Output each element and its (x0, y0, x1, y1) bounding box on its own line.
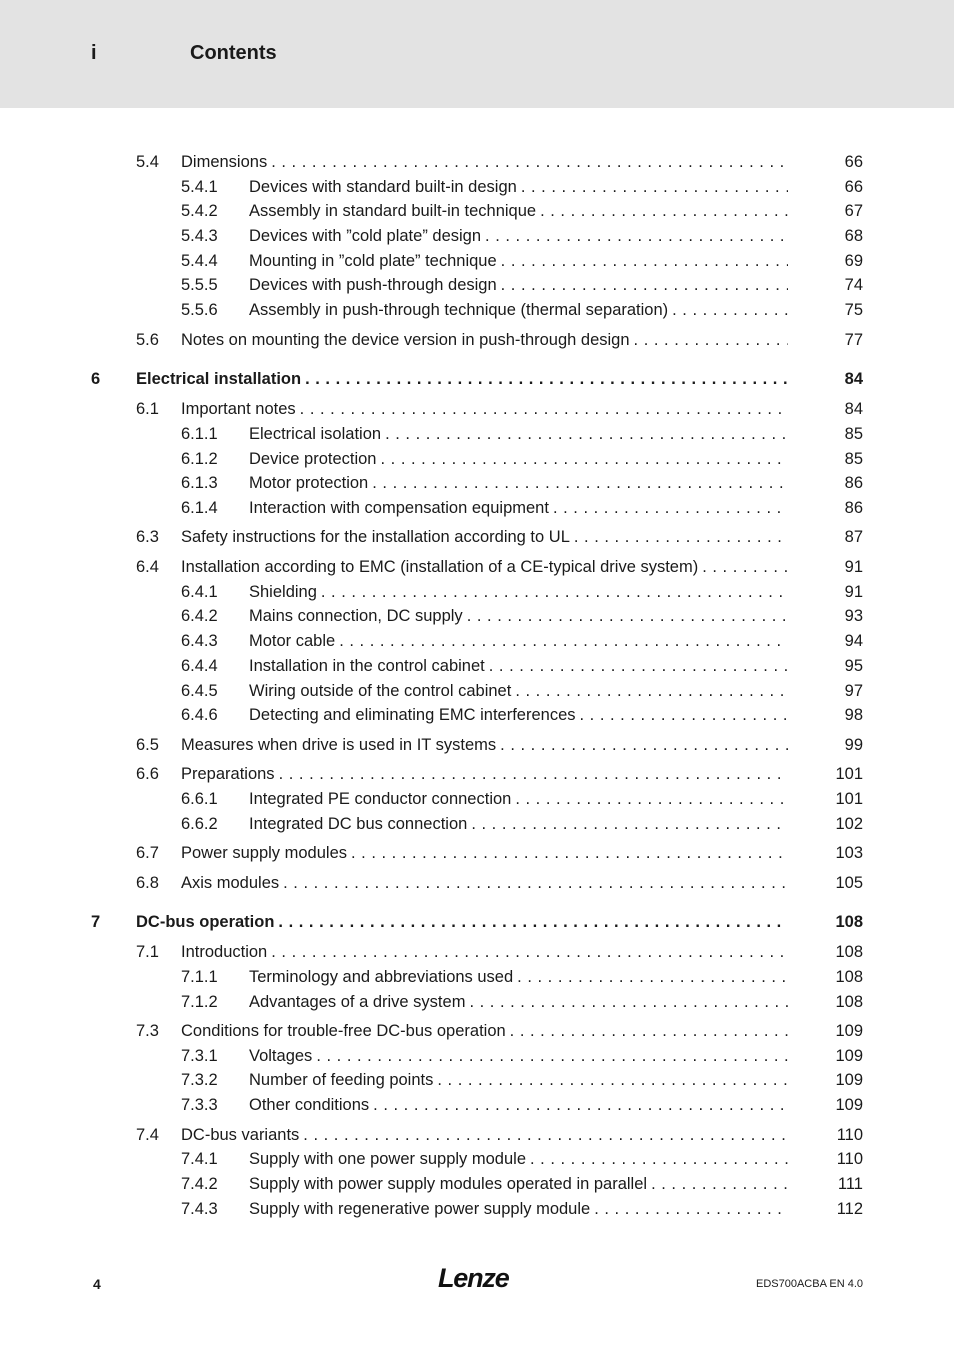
toc-entry-title: Detecting and eliminating EMC interferences (249, 706, 576, 724)
toc-entry-number: 5.4.2 (181, 202, 218, 220)
toc-entry[interactable] (0, 1172, 954, 1196)
toc-entry-title: Advantages of a drive system (249, 993, 466, 1011)
toc-entry-title: Dimensions (181, 153, 268, 171)
toc-entry-number: 5.4.1 (181, 178, 218, 196)
toc-entry-title-leader (249, 812, 788, 836)
toc-entry-page: 109 (835, 1096, 863, 1114)
toc-entry-title: Shielding (249, 583, 317, 601)
toc-entry-title: Mounting in ”cold plate” technique (249, 252, 497, 270)
toc-entry-number: 5.6 (136, 331, 159, 349)
toc-entry-number: 7.3 (136, 1022, 159, 1040)
toc-entry-title-leader (181, 841, 788, 865)
section-marker: i (91, 42, 97, 64)
toc-entry-number: 5.4.4 (181, 252, 218, 270)
toc-entry-title: Supply with regenerative power supply module (249, 1200, 591, 1218)
toc-entry[interactable] (0, 367, 954, 391)
toc-entry-title-leader (249, 199, 788, 223)
toc-entry[interactable] (0, 249, 954, 273)
toc-entry-title: Devices with standard built-in design (249, 178, 517, 196)
toc-entry-title-leader (249, 1093, 788, 1117)
toc-entry-number: 6.6.2 (181, 815, 218, 833)
toc-entry[interactable] (0, 604, 954, 628)
toc-entry[interactable] (0, 703, 954, 727)
toc-entry-number: 6.4.2 (181, 607, 218, 625)
toc-entry-page: 108 (835, 913, 863, 931)
toc-entry[interactable] (0, 224, 954, 248)
toc-entry[interactable] (0, 841, 954, 865)
toc-entry[interactable] (0, 1044, 954, 1068)
toc-entry-page: 93 (844, 607, 863, 625)
toc-entry-title: Devices with push-through design (249, 276, 497, 294)
toc-entry-page: 110 (836, 1126, 863, 1144)
toc-entry-page: 109 (835, 1047, 863, 1065)
toc-entry-title: Interaction with compensation equipment (249, 499, 549, 517)
toc-entry-page: 103 (835, 844, 863, 862)
toc-entry-title: Important notes (181, 400, 296, 418)
toc-entry-page: 86 (844, 474, 863, 492)
toc-entry-title-leader (249, 447, 788, 471)
toc-entry-number: 6.1 (136, 400, 159, 418)
toc-entry-number: 6.6.1 (181, 790, 218, 808)
toc-entry[interactable] (0, 940, 954, 964)
toc-entry-title-leader (249, 654, 788, 678)
toc-entry[interactable] (0, 525, 954, 549)
toc-entry-page: 69 (844, 252, 863, 270)
toc-entry-title-leader (249, 249, 788, 273)
toc-entry-page: 111 (837, 1175, 863, 1193)
page-header (0, 0, 954, 108)
toc-entry-number: 7.3.2 (181, 1071, 218, 1089)
toc-entry[interactable] (0, 1123, 954, 1147)
toc-entry-title-leader (181, 328, 788, 352)
toc-entry-title-leader (181, 525, 788, 549)
toc-entry-page: 66 (844, 178, 863, 196)
toc-entry-number: 7.1 (136, 943, 159, 961)
toc-entry-title-leader (136, 910, 788, 934)
toc-entry-page: 68 (844, 227, 863, 245)
toc-entry-number: 5.4.3 (181, 227, 218, 245)
toc-entry-number: 6.5 (136, 736, 159, 754)
toc-entry-page: 110 (836, 1150, 863, 1168)
toc-entry-number: 6.4.5 (181, 682, 218, 700)
toc-entry-title-leader (181, 762, 788, 786)
toc-entry[interactable] (0, 679, 954, 703)
toc-entry-title: DC-bus variants (181, 1126, 300, 1144)
toc-entry-number: 5.5.6 (181, 301, 218, 319)
toc-entry-number: 6.1.3 (181, 474, 218, 492)
toc-entry-page: 102 (835, 815, 863, 833)
toc-entry-number: 6.4.3 (181, 632, 218, 650)
toc-entry-number: 6.1.1 (181, 425, 218, 443)
toc-entry-title-leader (249, 1197, 788, 1221)
toc-entry-title: Number of feeding points (249, 1071, 434, 1089)
toc-entry[interactable] (0, 812, 954, 836)
toc-entry-title-leader (249, 273, 788, 297)
toc-entry-title: Integrated DC bus connection (249, 815, 468, 833)
toc-entry[interactable] (0, 787, 954, 811)
toc-entry[interactable] (0, 1068, 954, 1092)
toc-entry-page: 86 (844, 499, 863, 517)
toc-entry[interactable] (0, 762, 954, 786)
toc-entry-title: Motor cable (249, 632, 336, 650)
toc-entry[interactable] (0, 328, 954, 352)
toc-entry-title: Electrical installation (136, 370, 302, 388)
toc-entry-title: Measures when drive is used in IT systems (181, 736, 497, 754)
toc-entry-title-leader (181, 940, 788, 964)
toc-entry[interactable] (0, 298, 954, 322)
toc-entry-number: 6.3 (136, 528, 159, 546)
toc-entry-number: 6.1.2 (181, 450, 218, 468)
toc-entry-title: Motor protection (249, 474, 369, 492)
toc-entry[interactable] (0, 654, 954, 678)
toc-entry[interactable] (0, 273, 954, 297)
toc-entry-title-leader (181, 1019, 788, 1043)
toc-entry-title: Wiring outside of the control cabinet (249, 682, 512, 700)
toc-entry-page: 101 (835, 765, 863, 783)
toc-entry-page: 109 (835, 1022, 863, 1040)
toc-entry[interactable] (0, 471, 954, 495)
toc-entry-title-leader (249, 629, 788, 653)
toc-entry[interactable] (0, 580, 954, 604)
toc-entry-number: 7.3.3 (181, 1096, 218, 1114)
toc-entry[interactable] (0, 990, 954, 1014)
toc-entry-page: 84 (844, 370, 863, 388)
toc-entry[interactable] (0, 629, 954, 653)
toc-entry-title: Supply with one power supply module (249, 1150, 526, 1168)
toc-entry[interactable] (0, 1147, 954, 1171)
toc-entry-title: Safety instructions for the installation according to UL (181, 528, 570, 546)
toc-entry-page: 91 (844, 583, 863, 601)
toc-entry-title: Conditions for trouble-free DC-bus operation (181, 1022, 506, 1040)
toc-entry-number: 7.3.1 (181, 1047, 218, 1065)
toc-entry-title-leader (249, 580, 788, 604)
toc-entry[interactable] (0, 175, 954, 199)
document-code: EDS700ACBA EN 4.0 (755, 1278, 863, 1290)
toc-entry-page: 108 (835, 968, 863, 986)
toc-entry-title-leader (181, 733, 788, 757)
toc-entry-title: Power supply modules (181, 844, 347, 862)
toc-entry[interactable] (0, 199, 954, 223)
toc-entry[interactable] (0, 397, 954, 421)
toc-entry[interactable] (0, 1019, 954, 1043)
toc-entry-title-leader (249, 298, 788, 322)
toc-entry-title-leader (249, 965, 788, 989)
toc-entry-number: 6.4.4 (181, 657, 218, 675)
toc-entry-number: 7.1.2 (181, 993, 218, 1011)
toc-entry-title-leader (181, 555, 788, 579)
toc-entry-title-leader (181, 397, 788, 421)
toc-entry-number: 6.6 (136, 765, 159, 783)
toc-entry-title: Preparations (181, 765, 275, 783)
toc-entry-title-leader (249, 471, 788, 495)
toc-entry-title: Terminology and abbreviations used (249, 968, 514, 986)
toc-entry-title-leader (249, 422, 788, 446)
toc-entry-title-leader (181, 150, 788, 174)
toc-entry-page: 105 (835, 874, 863, 892)
toc-entry-title-leader (181, 1123, 788, 1147)
toc-entry[interactable] (0, 555, 954, 579)
toc-entry-title-leader (249, 703, 788, 727)
toc-entry-number: 7.4 (136, 1126, 159, 1144)
toc-entry[interactable] (0, 1197, 954, 1221)
toc-entry-title-leader (249, 1172, 788, 1196)
toc-entry-title-leader (181, 871, 788, 895)
toc-entry-page: 101 (835, 790, 863, 808)
toc-entry-number: 7.4.3 (181, 1200, 218, 1218)
toc-entry[interactable] (0, 910, 954, 934)
toc-entry-title: Voltages (249, 1047, 313, 1065)
toc-entry-title: Supply with power supply modules operated in parallel (249, 1175, 648, 1193)
footer-page-number: 4 (93, 1276, 101, 1292)
toc-entry-number: 5.5.5 (181, 276, 218, 294)
toc-entry-page: 108 (835, 993, 863, 1011)
toc-entry[interactable] (0, 447, 954, 471)
toc-entry-title-leader (249, 679, 788, 703)
toc-entry-page: 75 (844, 301, 863, 319)
toc-entry-title: Integrated PE conductor connection (249, 790, 512, 808)
page-title: Contents (190, 42, 277, 64)
toc-entry-title-leader (249, 604, 788, 628)
toc-entry-title: Devices with ”cold plate” design (249, 227, 482, 245)
toc-entry-page: 97 (844, 682, 863, 700)
toc-entry-title: Mains connection, DC supply (249, 607, 463, 625)
toc-entry-page: 66 (844, 153, 863, 171)
toc-entry-title: Other conditions (249, 1096, 370, 1114)
toc-entry[interactable] (0, 422, 954, 446)
toc-entry-title-leader (249, 224, 788, 248)
toc-entry-page: 98 (844, 706, 863, 724)
toc-entry-title: Introduction (181, 943, 268, 961)
toc-entry-page: 109 (835, 1071, 863, 1089)
toc-entry-number: 7.4.2 (181, 1175, 218, 1193)
toc-entry-title-leader (249, 1147, 788, 1171)
toc-entry-title: Axis modules (181, 874, 280, 892)
toc-entry-title-leader (136, 367, 788, 391)
toc-entry-number: 6.7 (136, 844, 159, 862)
toc-entry-title: DC-bus operation (136, 913, 275, 931)
toc-entry-page: 74 (844, 276, 863, 294)
toc-entry-number: 6.4.6 (181, 706, 218, 724)
toc-entry-number: 6.4 (136, 558, 159, 576)
toc-entry-title: Notes on mounting the device version in push-through design (181, 331, 630, 349)
toc-entry-page: 112 (836, 1200, 863, 1218)
toc-entry-page: 77 (844, 331, 863, 349)
toc-entry-title: Assembly in standard built-in technique (249, 202, 537, 220)
toc-entry-number: 6 (91, 370, 101, 388)
toc-entry-page: 84 (844, 400, 863, 418)
toc-entry[interactable] (0, 733, 954, 757)
toc-entry-title: Installation according to EMC (installation of a CE-typical drive system) (181, 558, 699, 576)
toc-entry-page: 95 (844, 657, 863, 675)
toc-entry-title-leader (249, 496, 788, 520)
toc-entry-number: 7 (91, 913, 101, 931)
toc-entry-title: Device protection (249, 450, 377, 468)
toc-entry-title: Electrical isolation (249, 425, 382, 443)
toc-entry[interactable] (0, 871, 954, 895)
toc-entry-title-leader (249, 1068, 788, 1092)
toc-entry-page: 108 (835, 943, 863, 961)
toc-entry-number: 7.1.1 (181, 968, 218, 986)
toc-entry-title-leader (249, 787, 788, 811)
toc-entry-page: 85 (844, 450, 863, 468)
toc-entry-title-leader (249, 990, 788, 1014)
toc-entry-number: 6.8 (136, 874, 159, 892)
toc-entry-page: 91 (844, 558, 863, 576)
toc-entry-title-leader (249, 1044, 788, 1068)
toc-entry-page: 99 (844, 736, 863, 754)
lenze-logo: Lenze (438, 1263, 509, 1293)
toc-entry[interactable] (0, 150, 954, 174)
toc-entry-number: 7.4.1 (181, 1150, 218, 1168)
toc-entry[interactable] (0, 1093, 954, 1117)
toc-entry-title: Assembly in push-through technique (thermal separation) (249, 301, 669, 319)
toc-entry-title-leader (249, 175, 788, 199)
toc-entry[interactable] (0, 496, 954, 520)
toc-entry-number: 6.1.4 (181, 499, 218, 517)
toc-entry-page: 94 (844, 632, 863, 650)
toc-entry[interactable] (0, 965, 954, 989)
toc-entry-page: 85 (844, 425, 863, 443)
toc-entry-number: 5.4 (136, 153, 159, 171)
toc-entry-title: Installation in the control cabinet (249, 657, 485, 675)
toc-entry-number: 6.4.1 (181, 583, 218, 601)
toc-entry-page: 87 (844, 528, 863, 546)
toc-entry-page: 67 (844, 202, 863, 220)
